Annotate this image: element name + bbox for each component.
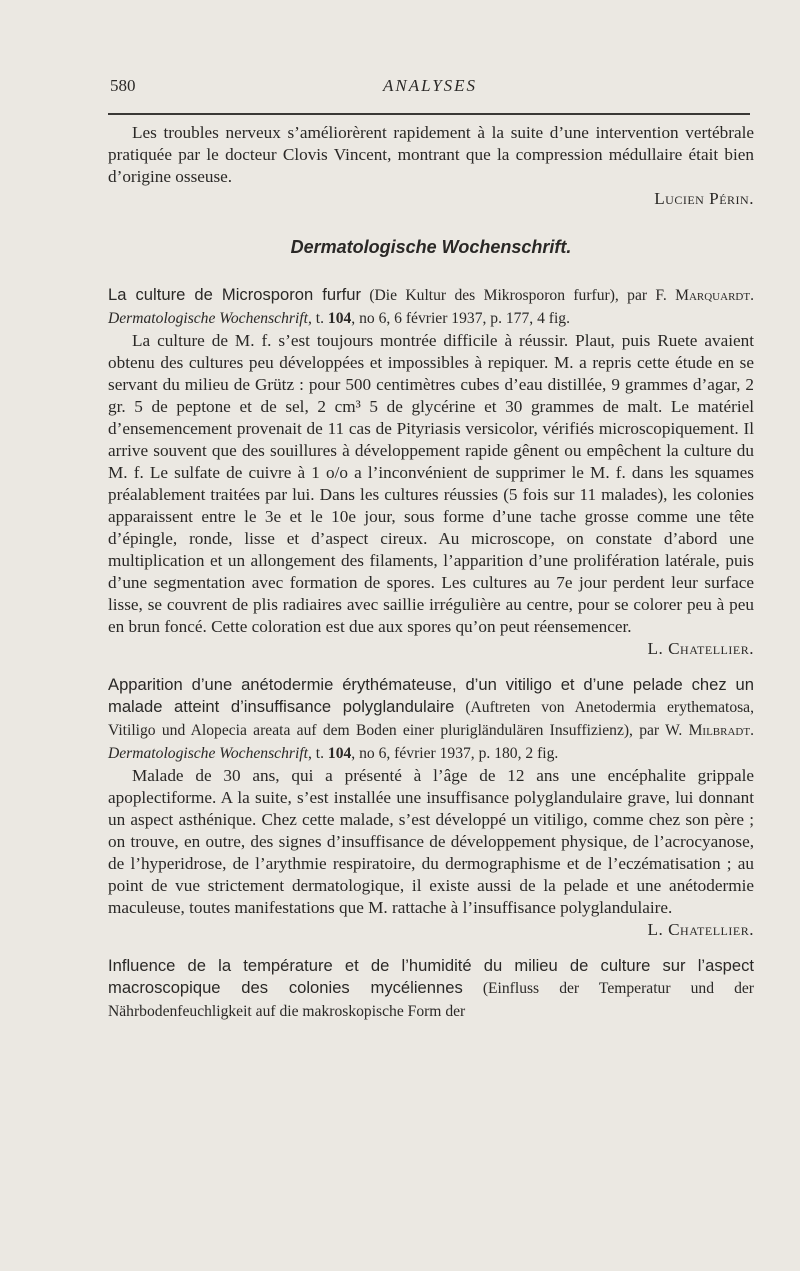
article-3-title: Influence de la température et de l’humidité du milieu de culture sur l’aspect macroscopique des colonies mycéliennes (108, 956, 754, 997)
article-2-journal: Dermatologische Wochenschrift (108, 745, 308, 762)
article-2-heading (108, 674, 754, 765)
article-1-volume: 104 (327, 310, 352, 327)
article-1-body: La culture de M. f. s’est toujours montrée difficile à réussir. Plaut, puis Ruete avaient obtenu des cultures peu développées et impossibles à repiquer. M. a repris cette étude en se servant du milieu de Grütz : pour 500 centimètres cubes d’eau distillée, 9 grammes d’agar, 2 gr. 5 de peptone et de sel, 2 cm³ 5 de glycérine et 30 grammes de malt. Le matériel d’ensemencement provenait de 11 cas de Pityriasis versicolor, vérifiés microscopiquement. Il arrive souvent que des souillures à développement rapide gênent ou empêchent la culture du M. f. Le sulfate de cuivre à 1 o/o a l’inconvénient de supprimer le M. f. dans les squames préalablement traitées par lui. Dans les cultures réussies (5 fois sur 11 malades), les colonies apparaissent entre le 3e et le 10e jour, sous forme d’une tache grosse comme une tête d’épingle, ronde, lisse et d’aspect cireux. Au microscope, on constate d’abord une multiplication et un allongement des filaments, l’apparition d’une prolifération latérale, puis d’une segmentation avec formation de spores. Les cultures au 7e jour perdent leur surface lisse, se couvrent de plis radiaires avec saillie irrégulière au centre, pour se colorer peu à peu en brun foncé. Cette coloration est due aux spores qu’on peut réensemencer. (108, 331, 754, 636)
article-2-bib-dot: . (750, 722, 754, 739)
article-1-heading (108, 284, 754, 330)
article-1-journal: Dermatologische Wochenschrift (108, 310, 308, 327)
running-head (110, 76, 750, 100)
article-2-volume: 104 (327, 745, 352, 762)
article-1-author: Marquardt (675, 287, 751, 304)
article-1-bib-rest: , no 6, 6 février 1937, p. 177, 4 fig. (351, 310, 570, 327)
article-1-vol-pre: , t. (307, 310, 328, 327)
article-2-author: Milbradt (688, 722, 751, 739)
article-1-bib-dot: . (750, 287, 754, 304)
article-1-signature: L. Chatellier. (647, 639, 754, 658)
intro-signature: Lucien Périn. (654, 189, 754, 208)
article-2-bib-rest: , no 6, février 1937, p. 180, 2 fig. (351, 745, 559, 762)
journal-heading: Dermatologische Wochenschrift. (290, 237, 572, 257)
article-1-title: La culture de Microsporon furfur (108, 285, 361, 304)
article-3-heading (108, 955, 754, 1023)
intro-paragraph: Les troubles nerveux s’améliorèrent rapidement à la suite d’une intervention vertébrale pratiquée par le docteur Clovis Vincent, montrant que la compression médullaire était bien d’origine osseuse. (108, 123, 754, 186)
article-2-signature: L. Chatellier. (647, 920, 754, 939)
article-3-bib: (Einfluss der Temperatur und der Nährbodenfeuchligkeit auf die makroskopische Form der (108, 980, 754, 1020)
header-rule (108, 113, 750, 115)
article-1-bib: (Die Kultur des Mikrosporon furfur), par F. (360, 287, 676, 304)
running-title: ANALYSES (382, 76, 478, 95)
article-2-bib: (Auftreten von Anetodermia erythematosa, Vitiligo und Alopecia areata auf dem Boden einer plurigländulären Insuffizienz), par W. (108, 699, 755, 739)
page-number: 580 (110, 76, 136, 95)
article-2-title: Apparition d’une anétodermie érythémateuse, d’un vitiligo et d’une pelade chez un malade atteint d’insuffisance polyglandulaire (108, 675, 754, 716)
page-body (108, 122, 754, 1023)
article-2-vol-pre: , t. (307, 745, 328, 762)
article-2-body: Malade de 30 ans, qui a présenté à l’âge de 12 ans une encéphalite grippale apoplectiforme. A la suite, s’est installée une insuffisance polyglandulaire grave, lui donnant un aspect asthénique. Chez cette malade, s’est développé un vitiligo, comme chez son père ; on trouve, en outre, des signes d’insuffisance de développement physique, de l’acrocyanose, de l’hyperidrose, de l’arythmie respiratoire, du dermographisme et de l’eczématisation ; au point de vue strictement dermatologique, il existe aussi de la pelade et une anétodermie maculeuse, toutes manifestations que M. rattache à l’insuffisance polyglandulaire. (108, 766, 754, 917)
